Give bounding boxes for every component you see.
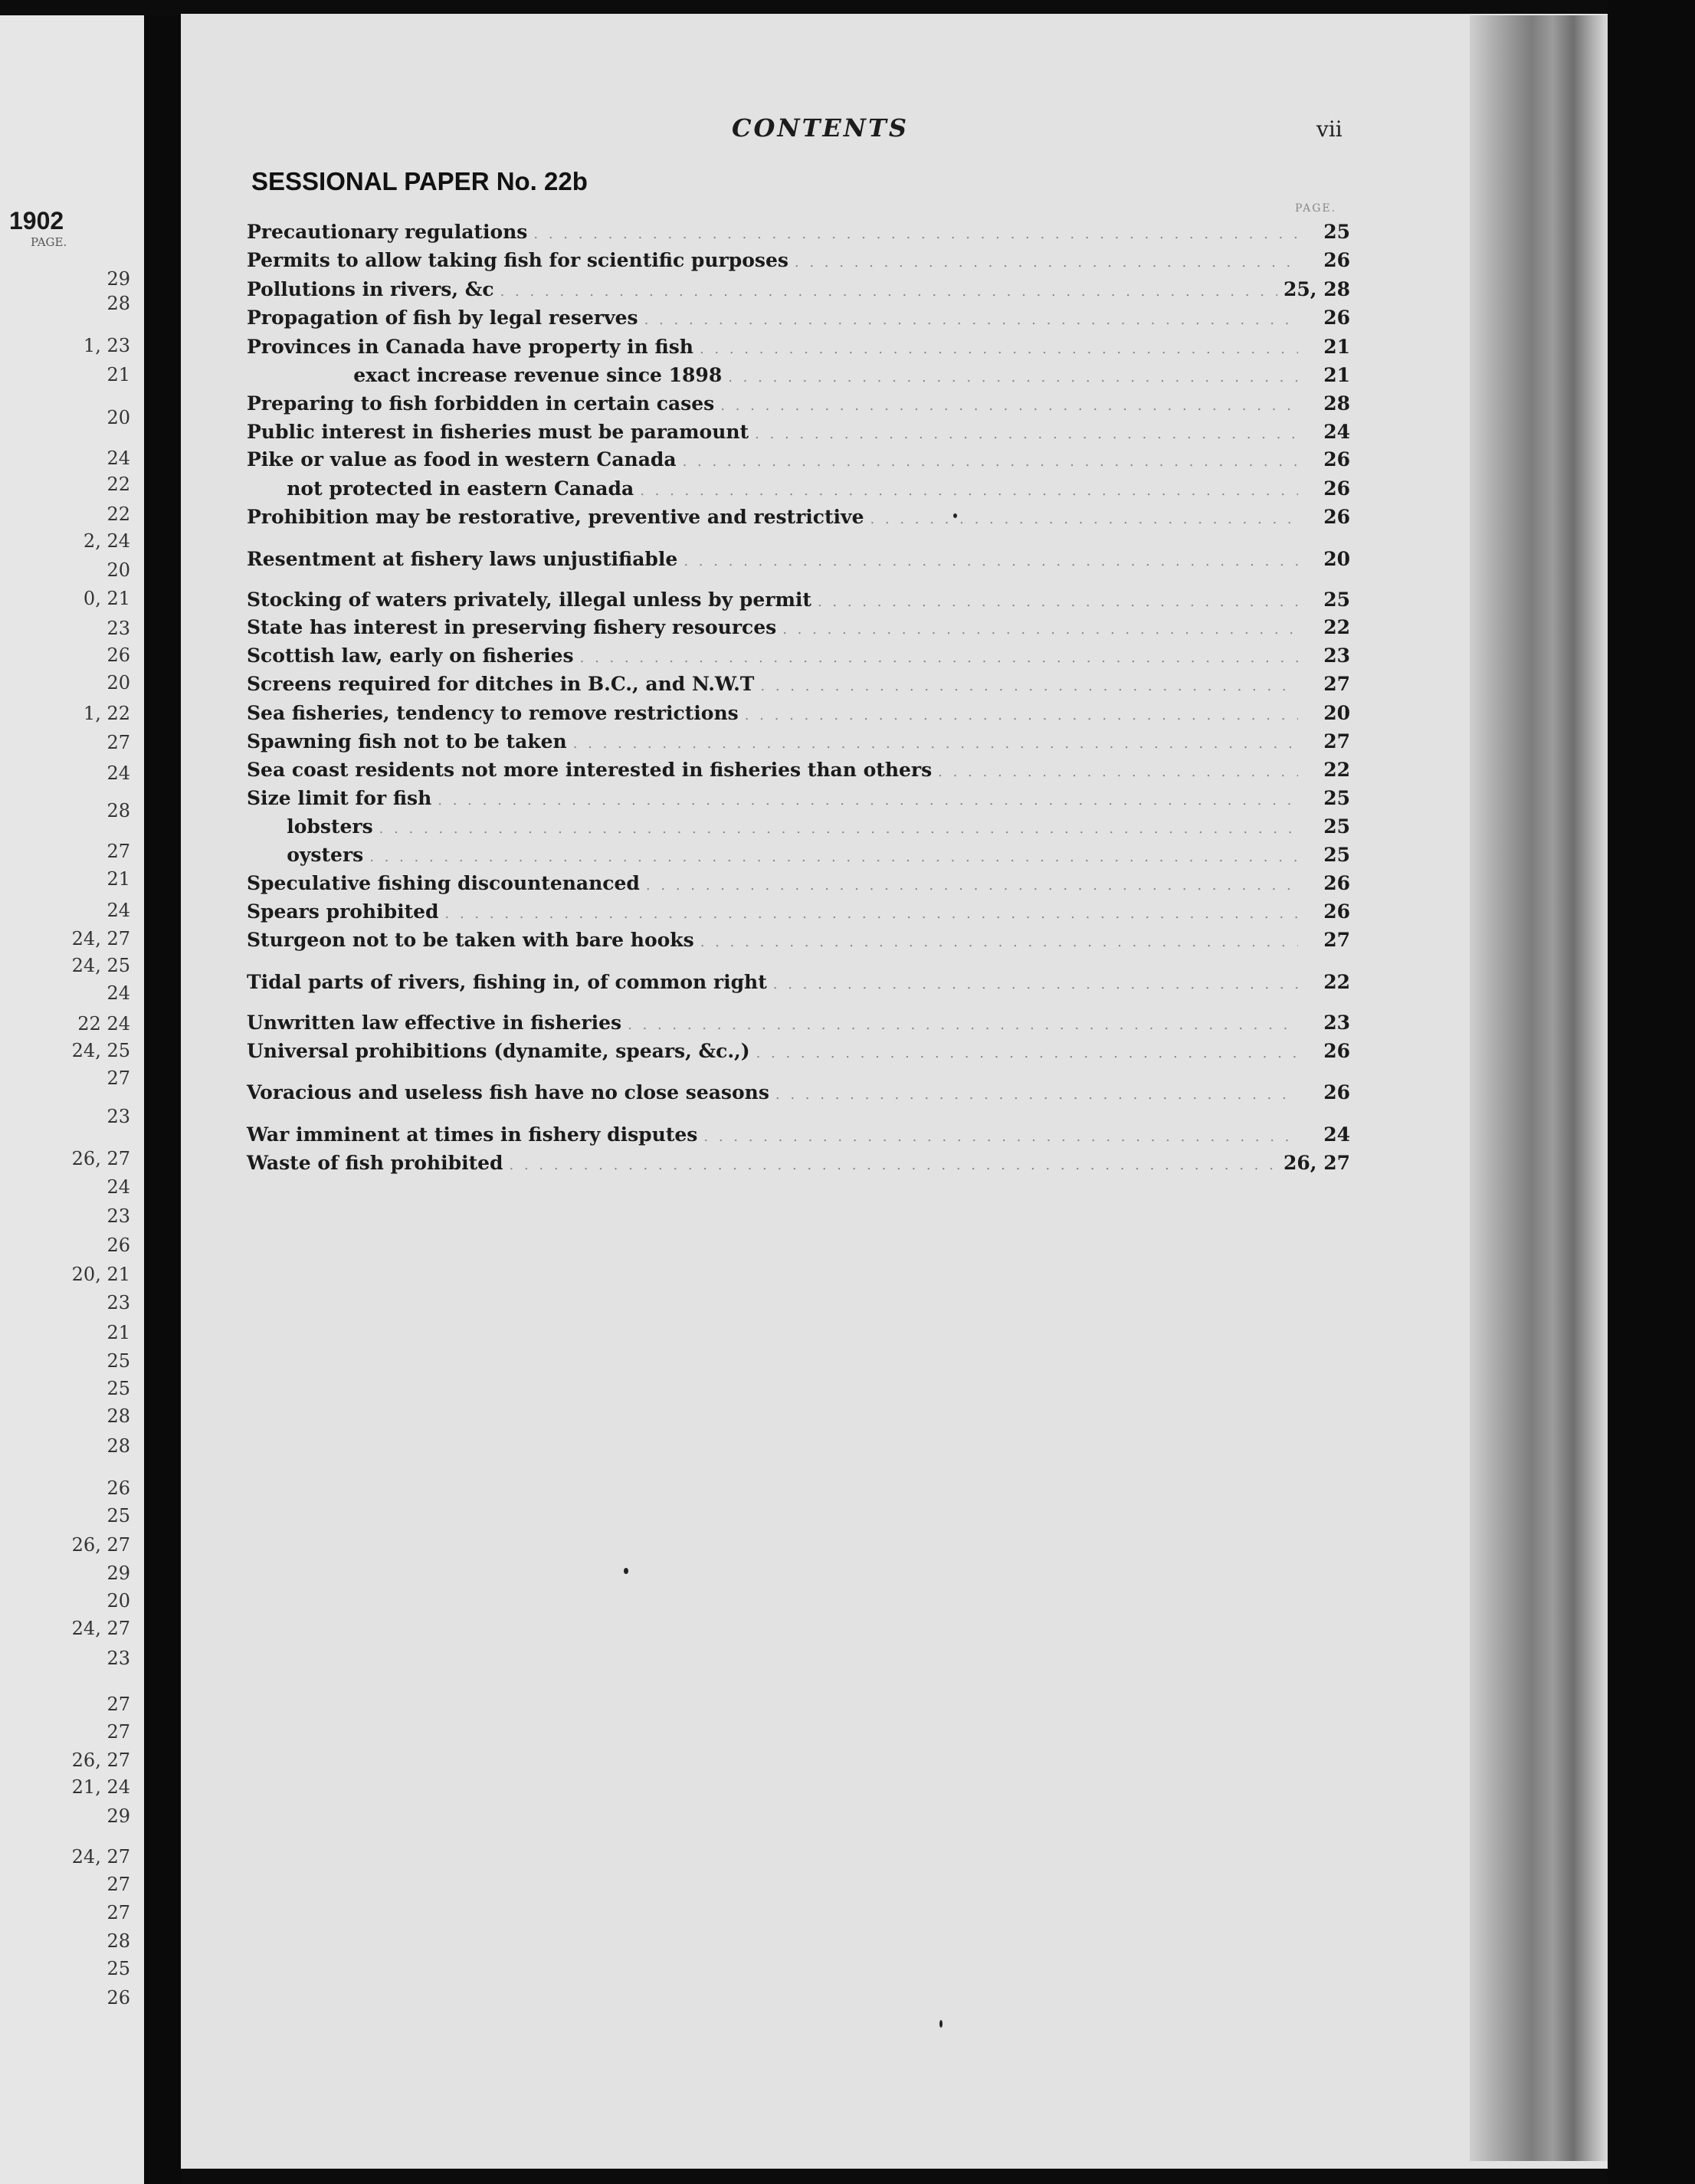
entry-page: 27 <box>1323 673 1350 695</box>
entry-text: Resentment at fishery laws unjustifiable <box>247 548 678 570</box>
left-page-number: 28 <box>107 293 130 314</box>
entry-page: 25, 28 <box>1284 278 1350 300</box>
contents-entry <box>247 844 1350 870</box>
left-page-number: 24 <box>107 762 130 784</box>
entry-page: 26, 27 <box>1284 1152 1350 1174</box>
contents-entry <box>247 616 1350 642</box>
left-page-number: 24 <box>107 982 130 1004</box>
entry-text: Pike or value as food in western Canada <box>247 448 677 471</box>
entry-page: 26 <box>1323 506 1350 528</box>
page-edge <box>1470 15 1608 2161</box>
entry-text: Screens required for ditches in B.C., and N.W.T <box>247 673 755 695</box>
dot-leader <box>775 1087 1298 1103</box>
left-page-number: 27 <box>107 1694 130 1715</box>
entry-text: Pollutions in rivers, &c <box>247 278 494 300</box>
entry-text: Propagation of fish by legal reserves <box>247 307 638 329</box>
dot-leader <box>760 678 1298 694</box>
dot-leader <box>773 976 1298 992</box>
contents-entry <box>247 971 1350 997</box>
left-page-number: 23 <box>107 1292 130 1313</box>
contents-entry <box>247 702 1350 728</box>
contents-entry <box>247 392 1350 418</box>
entry-page: 26 <box>1323 448 1350 471</box>
dot-leader <box>500 284 1277 300</box>
dot-leader <box>445 906 1298 922</box>
page-column-label: PAGE. <box>1295 202 1337 215</box>
entry-text: exact increase revenue since 1898 <box>247 364 723 386</box>
session-heading: SESSIONAL PAPER No. 22b <box>251 167 588 195</box>
left-page-number: 27 <box>107 1902 130 1923</box>
left-page-number: 23 <box>107 1648 130 1669</box>
contents-entry <box>247 900 1350 926</box>
entry-text: Sea coast residents not more interested in fisheries than others <box>247 759 933 781</box>
page-number: vii <box>1316 116 1343 142</box>
entry-page: 20 <box>1323 548 1350 570</box>
dot-leader <box>573 736 1298 752</box>
contents-entry <box>247 249 1350 275</box>
left-page-number: 26, 27 <box>71 1534 130 1556</box>
entry-text: Scottish law, early on fisheries <box>247 644 574 667</box>
left-page-number: 24, 25 <box>71 955 130 976</box>
left-page-label: PAGE. <box>31 235 67 249</box>
left-page-number: 27 <box>107 1067 130 1089</box>
dot-leader <box>580 650 1298 666</box>
left-page-number: 28 <box>107 800 130 821</box>
left-page-number: 26, 27 <box>71 1749 130 1771</box>
dot-leader <box>818 594 1298 610</box>
left-page-number: 26, 27 <box>71 1148 130 1169</box>
left-page-number: 21, 24 <box>71 1776 130 1798</box>
dot-leader <box>700 934 1298 950</box>
contents-entry <box>247 506 1350 532</box>
contents-entry <box>247 421 1350 447</box>
left-page-number: 22 <box>107 474 130 495</box>
left-page-number: 23 <box>107 1106 130 1127</box>
dot-leader <box>782 621 1298 638</box>
dot-leader <box>684 553 1298 569</box>
entry-page: 24 <box>1323 1123 1350 1146</box>
scan-border <box>1608 0 1695 2184</box>
left-page-number: 29 <box>107 268 130 290</box>
contents-entry <box>247 815 1350 841</box>
dot-leader <box>646 877 1298 894</box>
left-page-number: 20, 21 <box>71 1264 130 1285</box>
dot-leader <box>755 426 1298 442</box>
left-page-number: 26 <box>107 1987 130 2009</box>
entry-page: 20 <box>1323 702 1350 724</box>
left-page-number: 22 <box>107 503 130 525</box>
dot-leader <box>533 226 1298 242</box>
entry-text: Permits to allow taking fish for scientific purposes <box>247 249 788 271</box>
entry-text: Tidal parts of rivers, fishing in, of common right <box>247 971 767 993</box>
entry-page: 26 <box>1323 872 1350 894</box>
dot-leader <box>683 454 1298 470</box>
left-page-number: 29 <box>107 1805 130 1827</box>
entry-text: Sturgeon not to be taken with bare hooks <box>247 929 694 951</box>
entry-page: 25 <box>1323 787 1350 809</box>
entry-text: Size limit for fish <box>247 787 432 809</box>
entry-text: Spears prohibited <box>247 900 439 923</box>
contents-entry <box>247 759 1350 785</box>
entry-text: Sea fisheries, tendency to remove restrictions <box>247 702 739 724</box>
contents-entry <box>247 929 1350 955</box>
scan-speck <box>939 2020 943 2028</box>
left-page-number: 28 <box>107 1405 130 1427</box>
entry-page: 26 <box>1323 1081 1350 1103</box>
entry-text: Unwritten law effective in fisheries <box>247 1012 622 1034</box>
entry-page: 25 <box>1323 589 1350 611</box>
left-page-number: 22 24 <box>77 1013 130 1035</box>
left-page-number: 2, 24 <box>83 530 130 552</box>
dot-leader <box>756 1045 1298 1061</box>
entry-text: oysters <box>247 844 364 866</box>
entry-page: 21 <box>1323 336 1350 358</box>
left-page-number: 0, 21 <box>83 588 130 609</box>
entry-text: State has interest in preserving fishery resources <box>247 616 777 638</box>
left-page-number: 1, 23 <box>83 335 130 356</box>
contents-entry <box>247 364 1350 390</box>
left-page-number: 27 <box>107 1874 130 1895</box>
book-gutter <box>144 15 181 2184</box>
contents-entry <box>247 644 1350 671</box>
entry-page: 23 <box>1323 644 1350 667</box>
left-page-number: 20 <box>107 672 130 694</box>
entry-page: 28 <box>1323 392 1350 415</box>
contents-entry <box>247 278 1350 304</box>
left-page-number: 24 <box>107 448 130 469</box>
left-page-number: 24, 25 <box>71 1040 130 1061</box>
page-title: CONTENTS <box>732 113 909 143</box>
left-page-number: 21 <box>107 868 130 890</box>
entry-page: 22 <box>1323 616 1350 638</box>
contents-entry <box>247 1081 1350 1107</box>
entry-page: 25 <box>1323 221 1350 243</box>
entry-text: lobsters <box>247 815 373 838</box>
entry-text: Speculative fishing discountenanced <box>247 872 640 894</box>
left-page-number: 21 <box>107 364 130 385</box>
left-page-number: 26 <box>107 1477 130 1499</box>
entry-page: 22 <box>1323 759 1350 781</box>
contents-entry <box>247 307 1350 333</box>
entry-text: Waste of fish prohibited <box>247 1152 503 1174</box>
entry-text: War imminent at times in fishery disputes <box>247 1123 698 1146</box>
left-page-number: 27 <box>107 732 130 753</box>
entry-page: 27 <box>1323 929 1350 951</box>
left-page-number: 25 <box>107 1958 130 1979</box>
dot-leader <box>700 341 1298 357</box>
entry-page: 24 <box>1323 421 1350 443</box>
left-page-number: 1, 22 <box>83 703 130 724</box>
contents-entry <box>247 730 1350 756</box>
entry-text: Stocking of waters privately, illegal unless by permit <box>247 589 811 611</box>
dot-leader <box>720 398 1298 414</box>
left-page-number: 25 <box>107 1378 130 1399</box>
entry-page: 25 <box>1323 815 1350 838</box>
contents-entry <box>247 548 1350 574</box>
entry-page: 27 <box>1323 730 1350 753</box>
left-page-number: 24, 27 <box>71 1618 130 1639</box>
left-page-number: 23 <box>107 1205 130 1227</box>
entry-page: 26 <box>1323 1040 1350 1062</box>
left-page-number: 20 <box>107 559 130 581</box>
scan-speck <box>624 1568 628 1574</box>
entry-page: 25 <box>1323 844 1350 866</box>
dot-leader <box>369 849 1298 865</box>
entry-text: Universal prohibitions (dynamite, spears, &c.,) <box>247 1040 750 1062</box>
left-page-fragment <box>0 15 144 2184</box>
left-page-number: 27 <box>107 1721 130 1743</box>
contents-entry <box>247 589 1350 615</box>
dot-leader <box>644 312 1298 328</box>
entry-page: 26 <box>1323 477 1350 500</box>
contents-entry <box>247 787 1350 813</box>
contents-entry <box>247 872 1350 898</box>
left-page-number: 26 <box>107 644 130 666</box>
contents-entry <box>247 448 1350 474</box>
contents-entry <box>247 1012 1350 1038</box>
entry-text: Public interest in fisheries must be paramount <box>247 421 749 443</box>
entry-text: Voracious and useless fish have no close seasons <box>247 1081 769 1103</box>
entry-page: 22 <box>1323 971 1350 993</box>
dot-leader <box>745 707 1298 723</box>
left-page-number: 20 <box>107 407 130 428</box>
dot-leader <box>628 1017 1298 1033</box>
dot-leader <box>640 483 1298 499</box>
contents-entry <box>247 1040 1350 1066</box>
entry-text: Preparing to fish forbidden in certain cases <box>247 392 715 415</box>
left-page-number: 25 <box>107 1505 130 1527</box>
entry-text: Prohibition may be restorative, preventive and restrictive <box>247 506 864 528</box>
left-page-number: 24, 27 <box>71 928 130 949</box>
entry-text: Precautionary regulations <box>247 221 528 243</box>
entry-text: Spawning fish not to be taken <box>247 730 567 753</box>
dot-leader <box>795 254 1298 271</box>
dot-leader <box>379 821 1298 837</box>
contents-entry <box>247 1152 1350 1178</box>
entry-page: 26 <box>1323 307 1350 329</box>
dot-leader <box>510 1157 1277 1173</box>
dot-leader <box>938 764 1298 780</box>
entry-text: Provinces in Canada have property in fish <box>247 336 693 358</box>
left-page-number: 29 <box>107 1563 130 1584</box>
left-page-number: 26 <box>107 1235 130 1256</box>
left-page-number: 24 <box>107 1176 130 1198</box>
left-page-number: 28 <box>107 1435 130 1457</box>
entry-text: not protected in eastern Canada <box>247 477 634 500</box>
left-page-year: 1902 <box>9 207 64 234</box>
left-page-number: 28 <box>107 1930 130 1952</box>
dot-leader <box>703 1129 1298 1145</box>
contents-entry <box>247 673 1350 699</box>
contents-entry <box>247 477 1350 503</box>
left-page-number: 25 <box>107 1350 130 1372</box>
dot-leader <box>728 369 1298 385</box>
entry-page: 21 <box>1323 364 1350 386</box>
dot-leader <box>438 792 1298 808</box>
entry-page: 23 <box>1323 1012 1350 1034</box>
left-page-number: 21 <box>107 1322 130 1343</box>
entry-page: 26 <box>1323 900 1350 923</box>
left-page-number: 27 <box>107 841 130 862</box>
contents-entry <box>247 1123 1350 1149</box>
left-page-number: 24 <box>107 900 130 921</box>
entry-page: 26 <box>1323 249 1350 271</box>
left-page-number: 24, 27 <box>71 1846 130 1868</box>
left-page-number: 20 <box>107 1590 130 1612</box>
scan-speck <box>953 513 957 518</box>
contents-entry <box>247 221 1350 247</box>
dot-leader <box>870 511 1298 527</box>
left-page-number: 23 <box>107 618 130 639</box>
contents-entry <box>247 336 1350 362</box>
